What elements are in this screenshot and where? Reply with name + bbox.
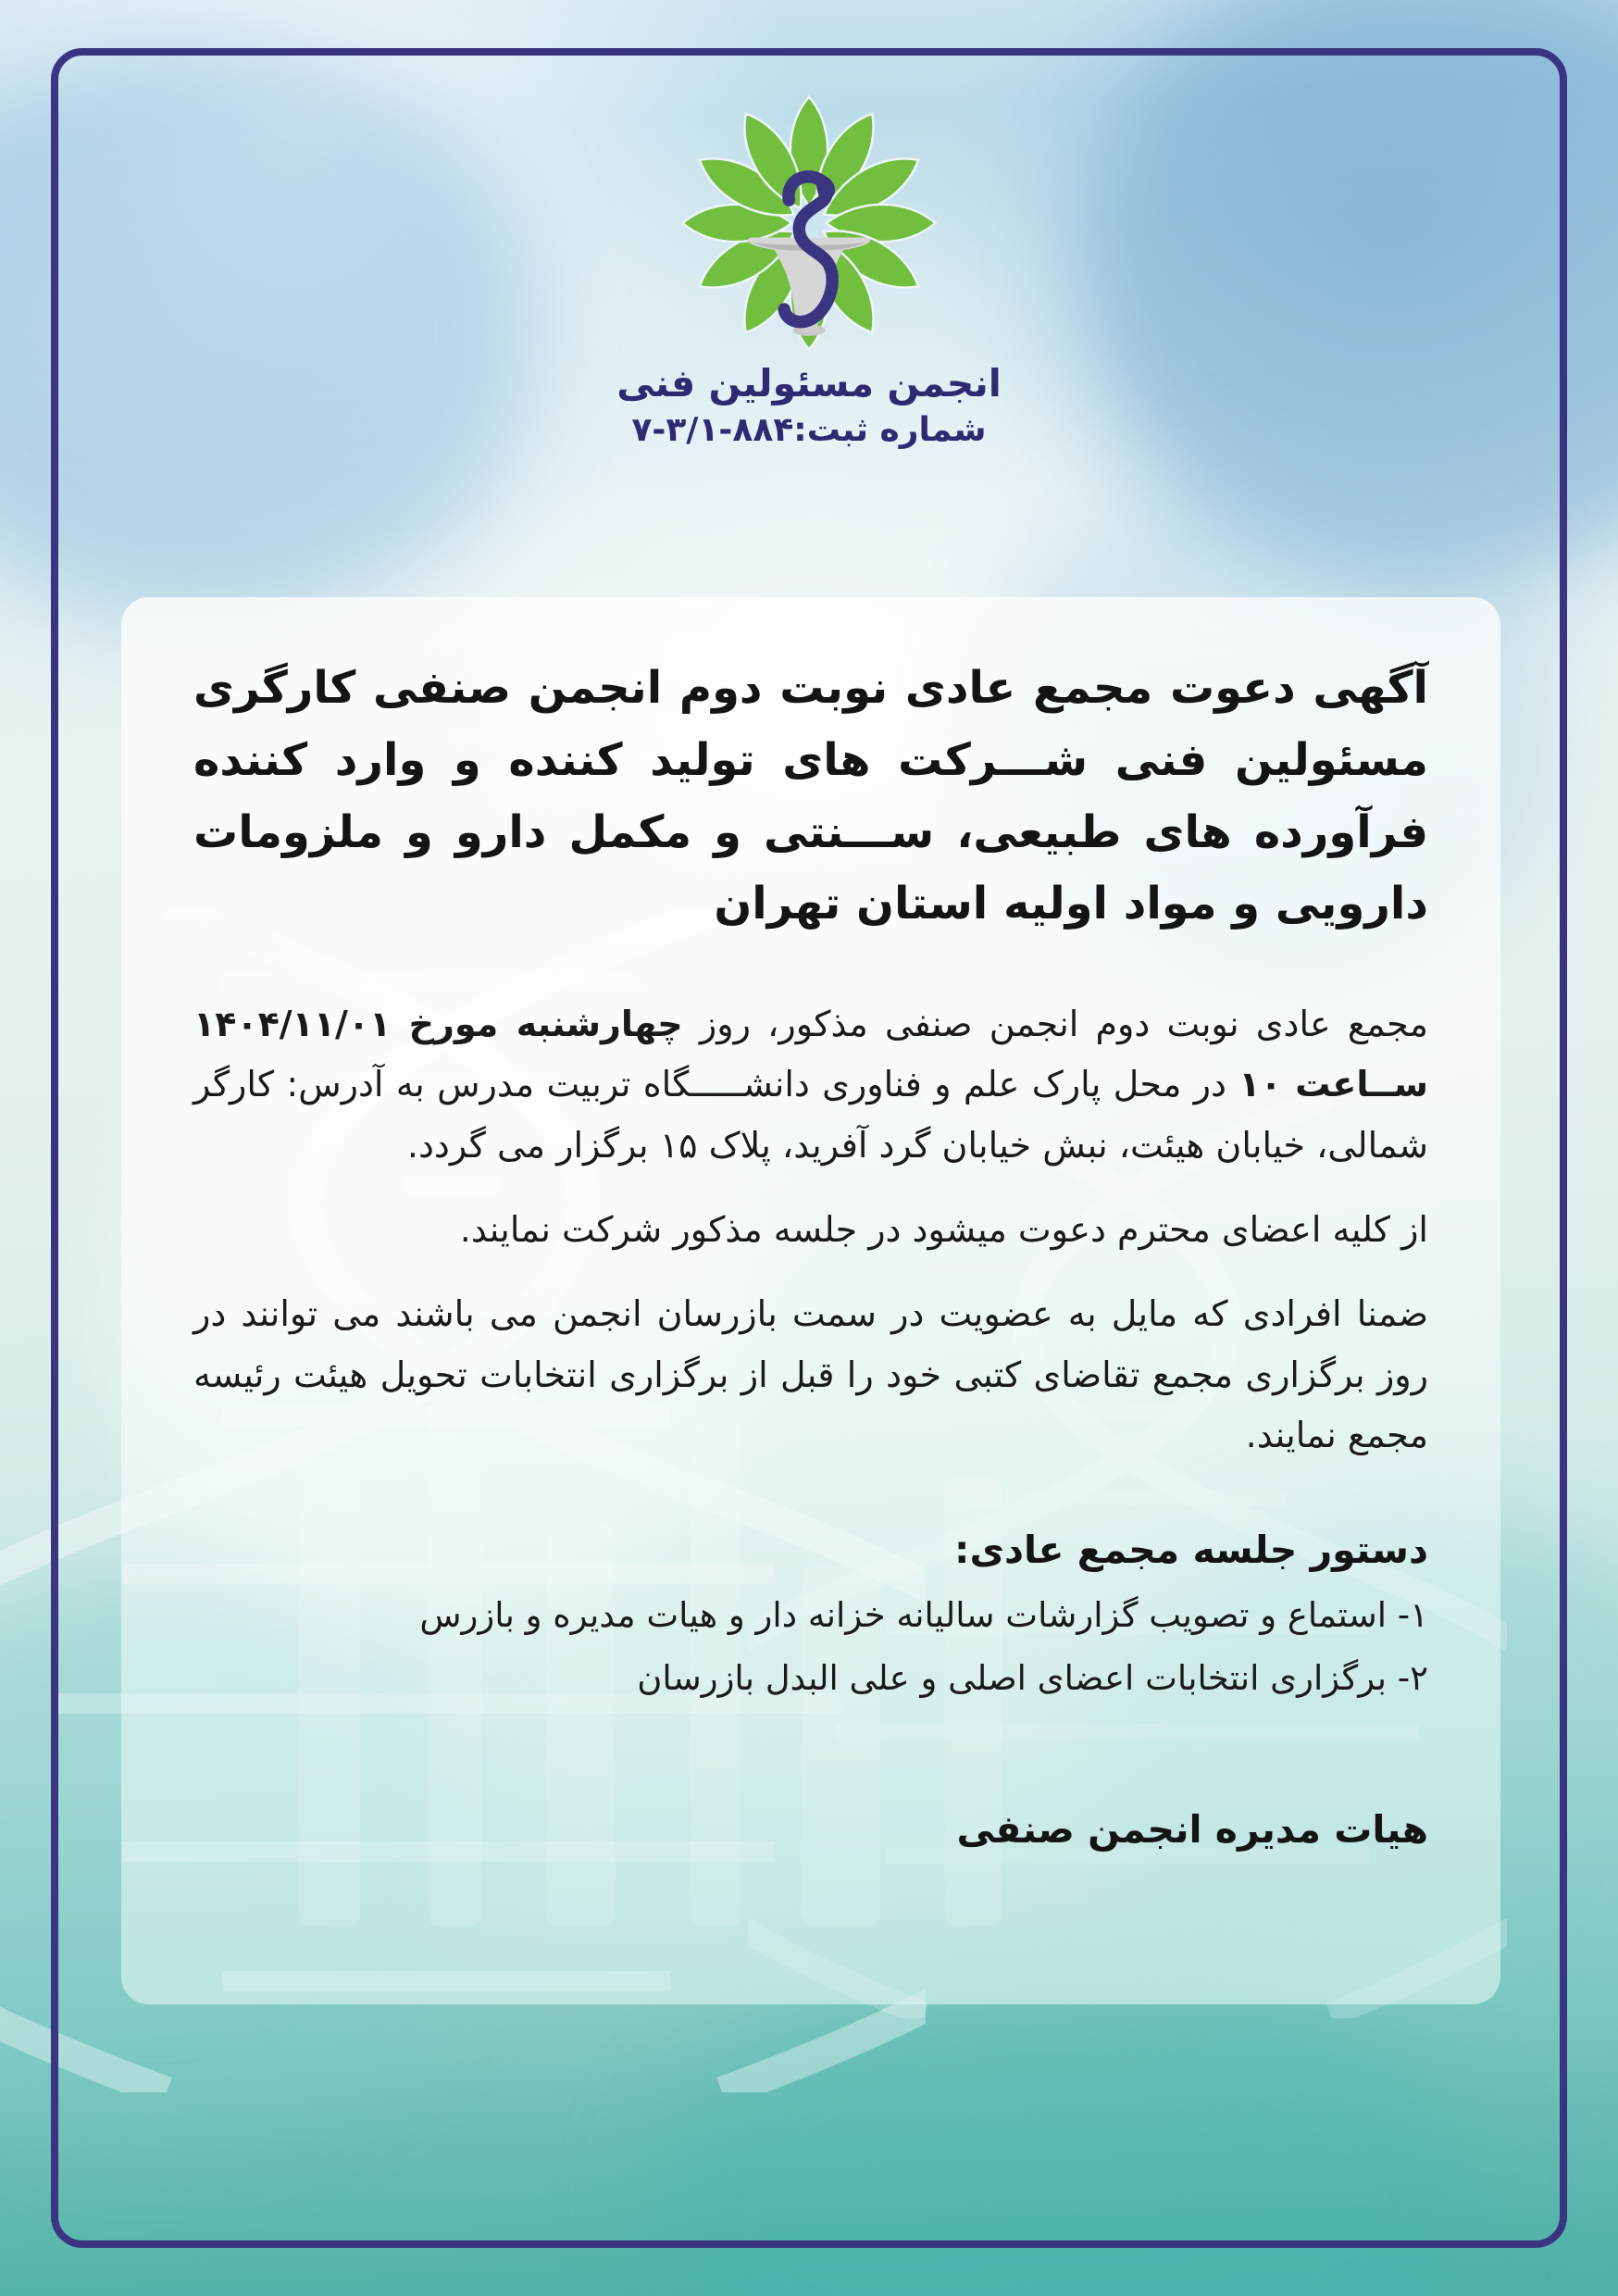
- agenda-heading: دستور جلسه مجمع عادی:: [954, 1527, 1428, 1572]
- agenda-item: ۱- استماع و تصویب گزارشات سالیانه خزانه دار و هیات مدیره و بازرس: [419, 1594, 1428, 1635]
- inspector-candidacy-paragraph: ضمنا افرادی که مایل به عضویت در سمت بازرسان انجمن می باشند می توانند در روز برگزاری مجمع تقاضای کتبی خود را قبل از برگزاری انتخابات تحویل هیئت رئیسه مجمع نمایند.: [193, 1293, 1428, 1456]
- registration-number: شماره ثبت:۸۸۴-۳/۱-۷: [631, 411, 987, 450]
- organization-name: انجمن مسئولین فنی: [616, 361, 1002, 406]
- announcement-card: [121, 597, 1500, 2004]
- meeting-paragraph-prefix: مجمع عادی نوبت دوم انجمن صنفی مذکور، روز: [682, 1004, 1428, 1044]
- title-line: آگهی دعوت مجمع عادی نوبت دوم انجمن صنفی کارگری مسئولین فنی: [193, 662, 1429, 786]
- lotus-pharmacy-logo: [666, 80, 952, 367]
- background-blob: [647, 1963, 1480, 2296]
- signature-line: هیات مدیره انجمن صنفی: [956, 1806, 1428, 1852]
- agenda-item: ۲- برگزاری انتخابات اعضای اصلی و علی البدل بازرسان: [637, 1657, 1428, 1698]
- invitation-paragraph: از کلیه اعضای محترم دعوت میشود در جلسه مذکور شرکت نمایند.: [459, 1209, 1428, 1251]
- page-title: [193, 653, 1428, 941]
- title-line: مکمل دارو و ملزومات دارویی و مواد اولیه استان تهران: [193, 805, 1428, 930]
- meeting-paragraph-suffix: در محل پارک علم و فناوری دانشـــــگاه تربیت مدرس به آدرس: کارگر شمالی، خیابان هیئت، نبش خیابان گرد آفرید، پلاک ۱۵ برگزار می گردد.: [193, 1064, 1428, 1166]
- announcement-body: [193, 994, 1428, 1466]
- meeting-paragraph: [193, 994, 1428, 1176]
- title-line: شـــرکت های تولید کننده و وارد کننده فرآورده های طبیعی، ســـنتی و: [193, 733, 1428, 858]
- meeting-datetime: چهارشنبه مورخ ۱۴۰۴/۱۱/۰۱ ســاعت ۱۰: [193, 1004, 1429, 1105]
- agenda-list: [193, 1587, 1428, 1707]
- poster-header: [0, 80, 1618, 450]
